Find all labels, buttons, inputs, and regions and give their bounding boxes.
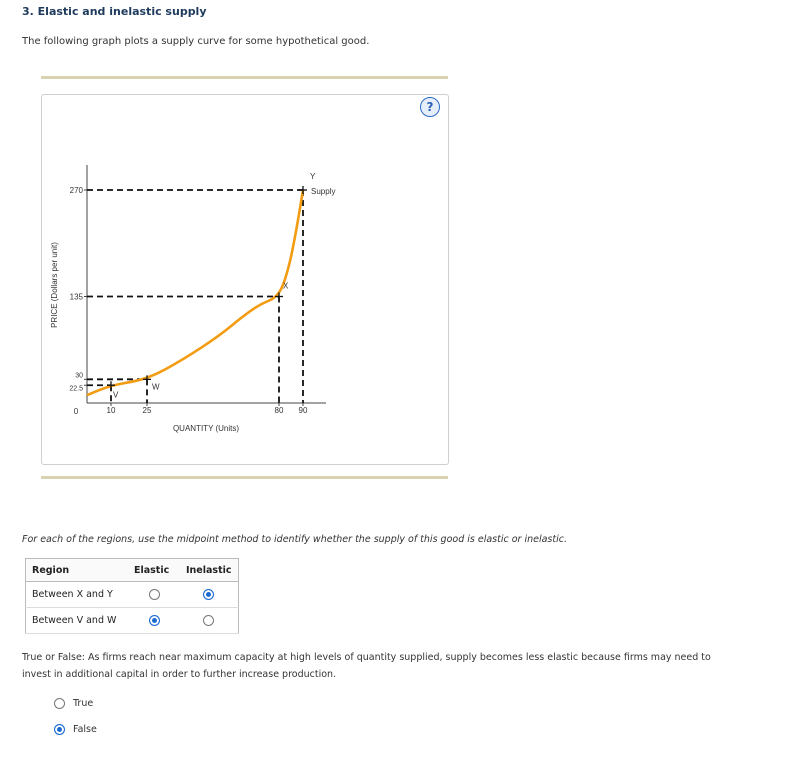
region-table: [25, 558, 239, 634]
point-label-v: V: [113, 390, 119, 400]
question-heading: 3. Elastic and inelastic supply: [22, 5, 207, 18]
radio-true[interactable]: [54, 698, 65, 709]
intro-text: The following graph plots a supply curve for some hypothetical good.: [22, 36, 370, 47]
header-inelastic: Inelastic: [180, 559, 238, 582]
series-label-supply: Supply: [311, 187, 336, 196]
x-axis-label: QUANTITY (Units): [172, 424, 240, 433]
region-label: Between X and Y: [26, 582, 129, 608]
radio-cell-inelastic: [180, 582, 238, 608]
y-axis-label: PRICE (Dollars per unit): [50, 242, 59, 328]
y-tick-label: 135: [69, 292, 83, 302]
radio-false[interactable]: [54, 724, 65, 735]
tf-option-true[interactable]: [54, 698, 93, 709]
radio-cell-inelastic: [180, 608, 238, 634]
radio-elastic-row-1[interactable]: [149, 589, 160, 600]
table-row: [26, 582, 239, 608]
y-tick-label: 22.5: [69, 385, 83, 393]
x-tick-label: 80: [274, 406, 284, 415]
table-row: [26, 608, 239, 634]
point-label-w: W: [152, 382, 160, 392]
radio-inelastic-row-1[interactable]: [203, 589, 214, 600]
point-label-y: Y: [310, 172, 316, 181]
radio-elastic-row-2[interactable]: [149, 615, 160, 626]
radio-cell-elastic: [128, 582, 180, 608]
region-label: Between V and W: [26, 608, 129, 634]
y-tick-label: 30: [75, 372, 83, 380]
option-label: False: [73, 724, 97, 735]
origin-label: 0: [73, 407, 79, 416]
point-label-x: X: [283, 281, 289, 291]
header-region: Region: [26, 559, 129, 582]
help-icon[interactable]: ?: [420, 97, 440, 117]
radio-cell-elastic: [128, 608, 180, 634]
header-elastic: Elastic: [128, 559, 180, 582]
supply-curve: [87, 190, 303, 395]
option-label: True: [73, 698, 94, 709]
y-tick-label: 270: [69, 186, 83, 195]
x-tick-label: 10: [106, 406, 116, 415]
radio-inelastic-row-2[interactable]: [203, 615, 214, 626]
x-tick-label: 90: [298, 406, 308, 415]
x-tick-label: 25: [142, 406, 152, 415]
region-question: For each of the regions, use the midpoint method to identify whether the supply of this good is elastic or inelastic.: [22, 534, 567, 545]
tf-option-false[interactable]: [54, 724, 97, 735]
true-false-question: True or False: As firms reach near maximum capacity at high levels of quantity supplied, supply becomes less elastic because firms may need to invest in additional capital in order to further increase production.: [22, 652, 711, 680]
